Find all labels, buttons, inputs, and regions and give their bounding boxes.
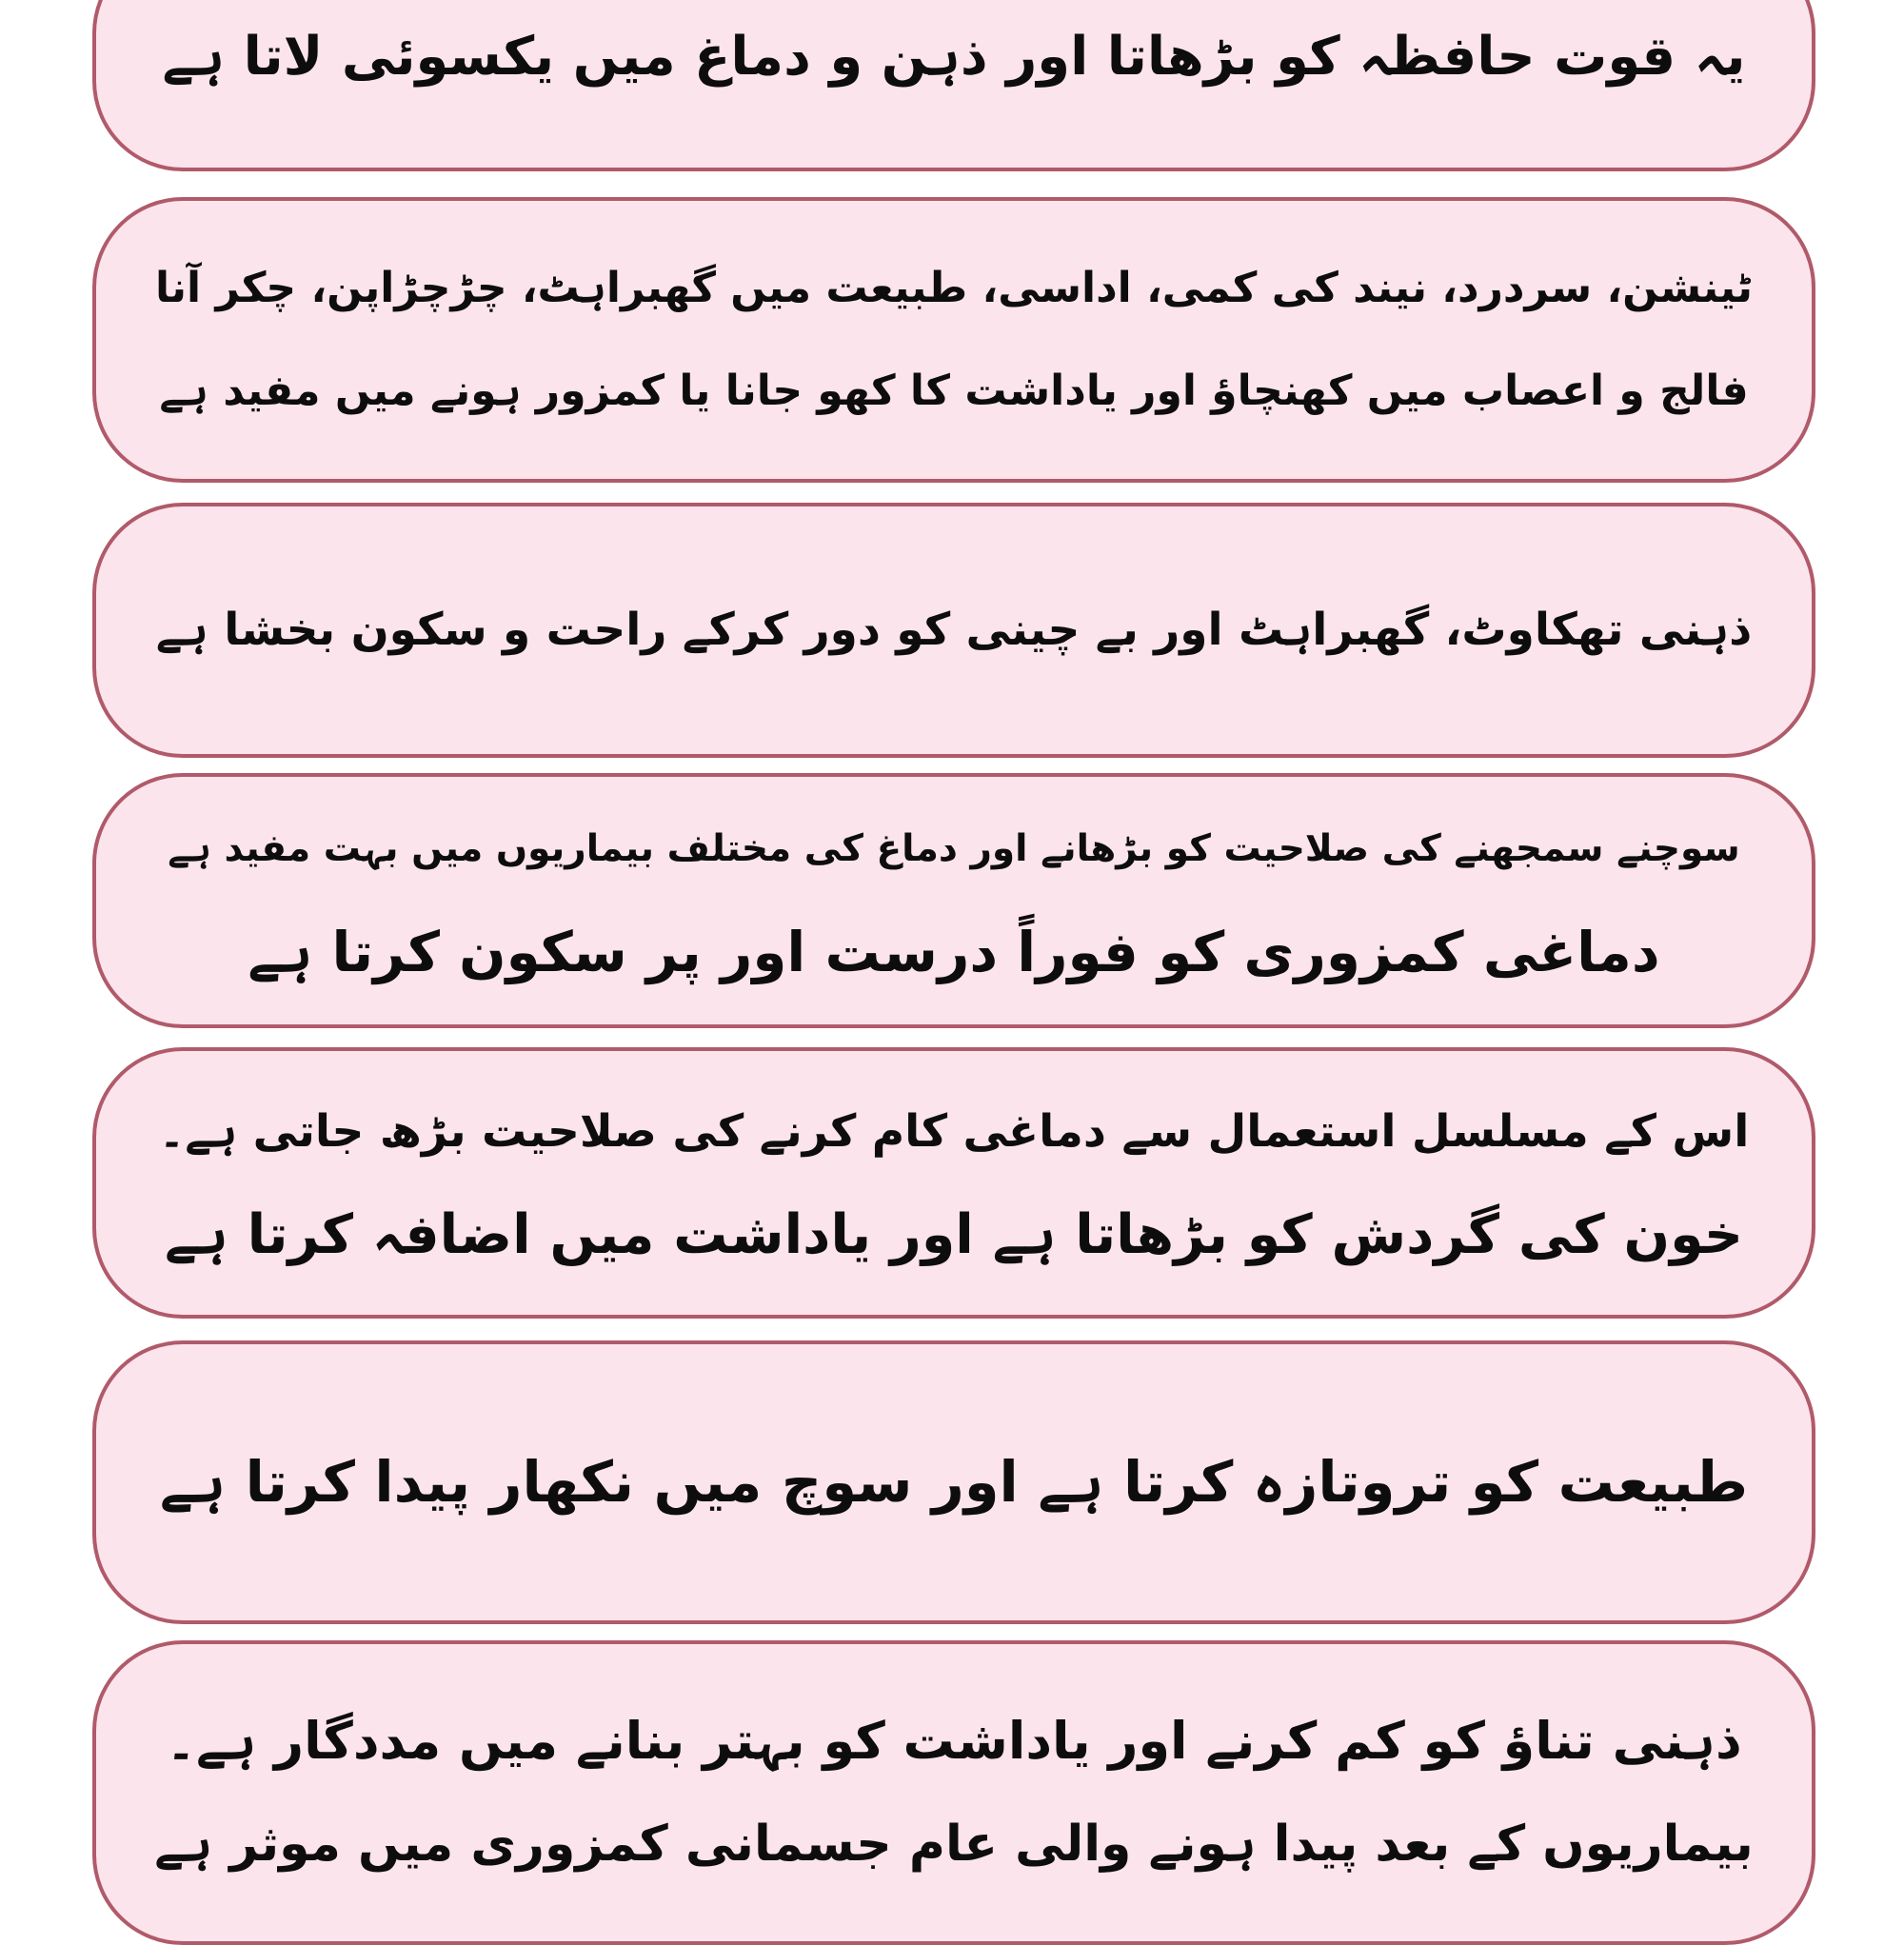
benefit-line: خون کی گردش کو بڑھاتا ہے اور یاداشت میں اضافہ کرتا ہے xyxy=(165,1202,1743,1266)
benefit-line: دماغی کمزوری کو فوراً درست اور پر سکون کرتا ہے xyxy=(248,920,1660,984)
benefit-line: ذہنی تھکاوٹ، گھبراہٹ اور بے چینی کو دور کرکے راحت و سکون بخشا ہے xyxy=(155,604,1753,656)
benefit-line: یہ قوت حافظہ کو بڑھاتا اور ذہن و دماغ میں یکسوئی لاتا ہے xyxy=(162,26,1746,88)
benefit-line: ذہنی تناؤ کو کم کرنے اور یاداشت کو بہتر بنانے میں مددگار ہے۔ xyxy=(166,1711,1742,1771)
benefit-line: ٹینشن، سردرد، نیند کی کمی، اداسی، طبیعت میں گھبراہٹ، چڑچڑاپن، چکر آنا xyxy=(155,264,1753,312)
benefit-line: فالج و اعصاب میں کھنچاؤ اور یاداشت کا کھو جانا یا کمزور ہونے میں مفید ہے xyxy=(159,367,1749,415)
benefit-line: اس کے مسلسل استعمال سے دماغی کام کرنے کی صلاحیت بڑھ جاتی ہے۔ xyxy=(158,1104,1750,1158)
benefit-card-1 xyxy=(92,0,1815,171)
benefit-line: سوچنے سمجھنے کی صلاحیت کو بڑھانے اور دماغ کی مختلف بیماریوں میں بہت مفید ہے xyxy=(168,827,1740,870)
benefit-line: بیماریوں کے بعد پیدا ہونے والی عام جسمانی کمزوری میں موثر ہے xyxy=(154,1816,1754,1873)
benefit-card-6 xyxy=(92,1340,1815,1624)
benefit-card-2 xyxy=(92,197,1815,483)
benefit-card-7 xyxy=(92,1640,1815,1945)
benefit-line: طبیعت کو تروتازہ کرتا ہے اور سوچ میں نکھار پیدا کرتا ہے xyxy=(159,1449,1749,1515)
benefit-card-5 xyxy=(92,1047,1815,1319)
benefit-card-4 xyxy=(92,773,1815,1028)
benefit-card-3 xyxy=(92,503,1815,758)
